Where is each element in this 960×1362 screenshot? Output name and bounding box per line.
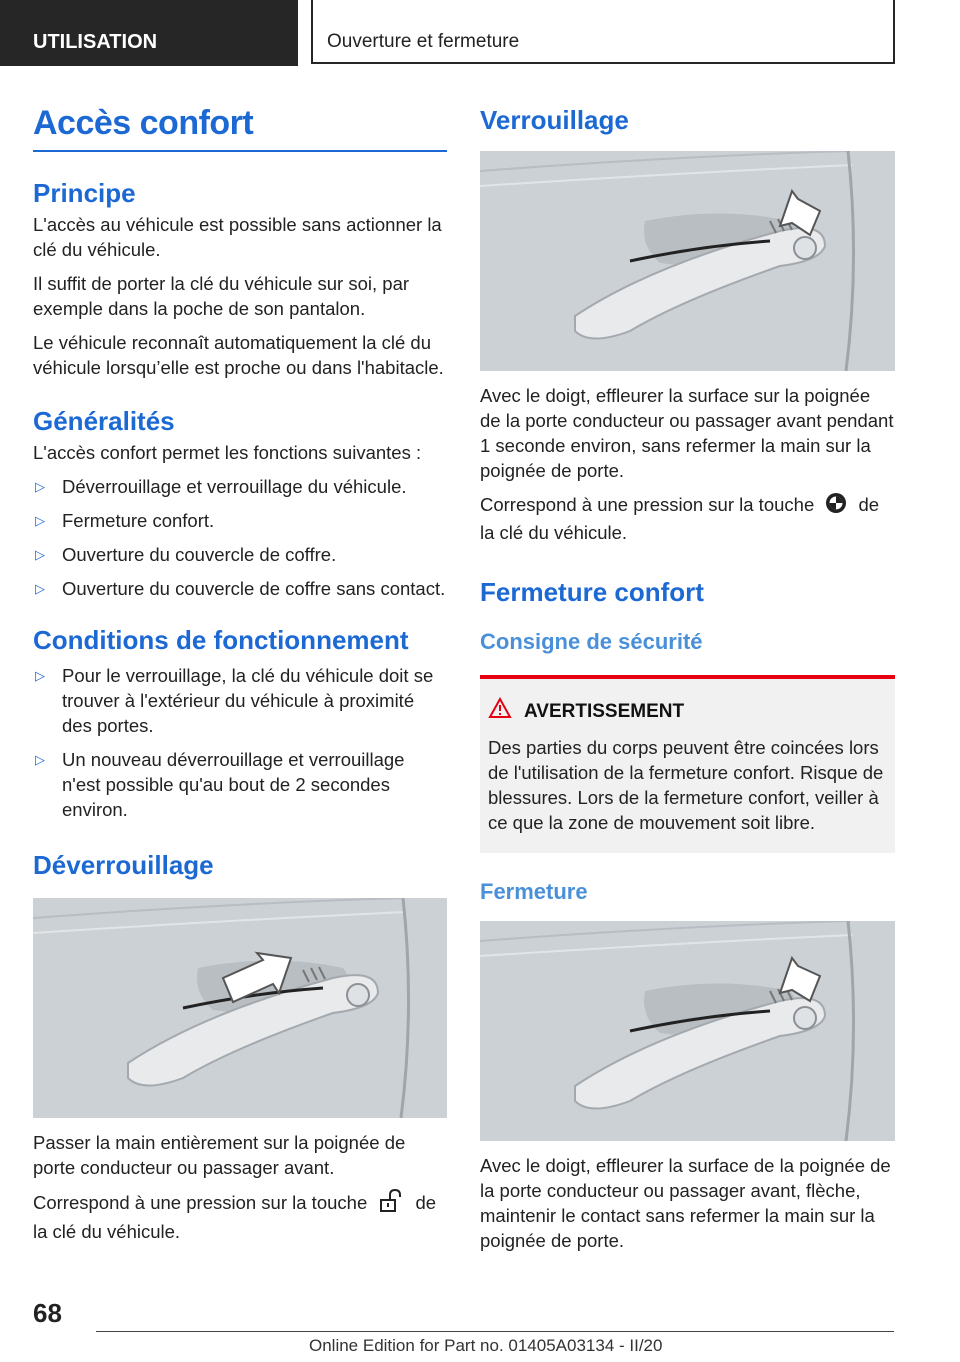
list-item: ▷ Déverrouillage et verrouillage du véhicule. [35, 476, 407, 497]
bullet-triangle-icon: ▷ [35, 581, 45, 596]
heading-verrouillage: Verrouillage [480, 105, 629, 135]
paragraph: Correspond à une pression sur la touche de la clé du véhicule. [480, 494, 880, 544]
door-handle-unlock-illustration [33, 898, 447, 1118]
list-item: ▷ Ouverture du couvercle de coffre sans contact. [35, 578, 446, 599]
heading-fermeture: Fermeture [480, 879, 588, 905]
door-handle-lock-illustration [480, 151, 895, 371]
heading-conditions: Conditions de fonctionnement [33, 625, 409, 655]
paragraph: Il suffit de porter la clé du véhicule sur soi, par exemple dans la poche de son pantalon. [33, 273, 410, 319]
door-handle-close-illustration [480, 921, 895, 1141]
warning-triangle-icon [488, 697, 512, 727]
page-title: Accès confort [33, 100, 447, 152]
list-item: ▷ Fermeture confort. [35, 510, 215, 531]
unlock-key-icon [378, 1189, 404, 1219]
paragraph: L'accès au véhicule est possible sans actionner la clé du véhicule. [33, 214, 442, 260]
heading-consigne: Consigne de sécurité [480, 629, 703, 655]
list-item: ▷ Ouverture du couvercle de coffre. [35, 544, 337, 565]
warning-title: AVERTISSEMENT [488, 697, 887, 727]
left-column [33, 100, 447, 1244]
feature-list [33, 474, 447, 601]
heading-fermeture-confort: Fermeture confort [480, 577, 704, 608]
heading-generalites: Généralités [33, 406, 175, 436]
paragraph: Le véhicule reconnaît automatiquement la clé du véhicule lorsqu’elle est proche ou dans l'habitacle. [33, 332, 444, 378]
list-item: ▷ Un nouveau déverrouillage et verrouillage n'est possible qu'au bout de 2 secondes environ. [35, 749, 405, 820]
page-header [0, 0, 960, 66]
paragraph: L'accès confort permet les fonctions suivantes : [33, 442, 422, 463]
heading-deverrouillage: Déverrouillage [33, 850, 214, 880]
conditions-list [33, 663, 447, 822]
paragraph: Passer la main entièrement sur la poignée de porte conducteur ou passager avant. [33, 1132, 406, 1178]
paragraph: Correspond à une pression sur la touche de la clé du véhicule. [33, 1189, 447, 1244]
bmw-logo-icon [825, 492, 847, 520]
warning-text: Des parties du corps peuvent être coincées lors de l'utilisation de la fermeture confort. Risque de blessures. Lors de la fermeture confort, veiller à ce que la zone de mouvement soit libre. [488, 737, 884, 834]
paragraph: Avec le doigt, effleurer la surface sur la poignée de la porte conducteur ou passager avant pendant 1 seconde environ, sans refermer la main sur la poignée de porte. [480, 385, 894, 481]
bullet-triangle-icon: ▷ [35, 752, 45, 767]
page-number: 68 [33, 1298, 62, 1328]
paragraph: Avec le doigt, effleurer la surface de la poignée de la porte conducteur ou passager avant, flèche, maintenir le contact sans refermer la main sur la poignée de porte. [480, 1155, 891, 1252]
edition-note: Online Edition for Part no. 01405A03134 - II/20 [309, 1336, 663, 1355]
bullet-triangle-icon: ▷ [35, 479, 45, 494]
right-column [480, 100, 895, 1253]
warning-box [480, 675, 895, 853]
heading-principe: Principe [33, 178, 136, 208]
chapter-title: Ouverture et fermeture [311, 0, 895, 64]
footer-divider [96, 1331, 894, 1332]
bullet-triangle-icon: ▷ [35, 547, 45, 562]
list-item: ▷ Pour le verrouillage, la clé du véhicule doit se trouver à l'extérieur du véhicule à proximité des portes. [35, 665, 434, 736]
bullet-triangle-icon: ▷ [35, 513, 45, 528]
bullet-triangle-icon: ▷ [35, 668, 45, 683]
section-tab: UTILISATION [0, 0, 298, 66]
